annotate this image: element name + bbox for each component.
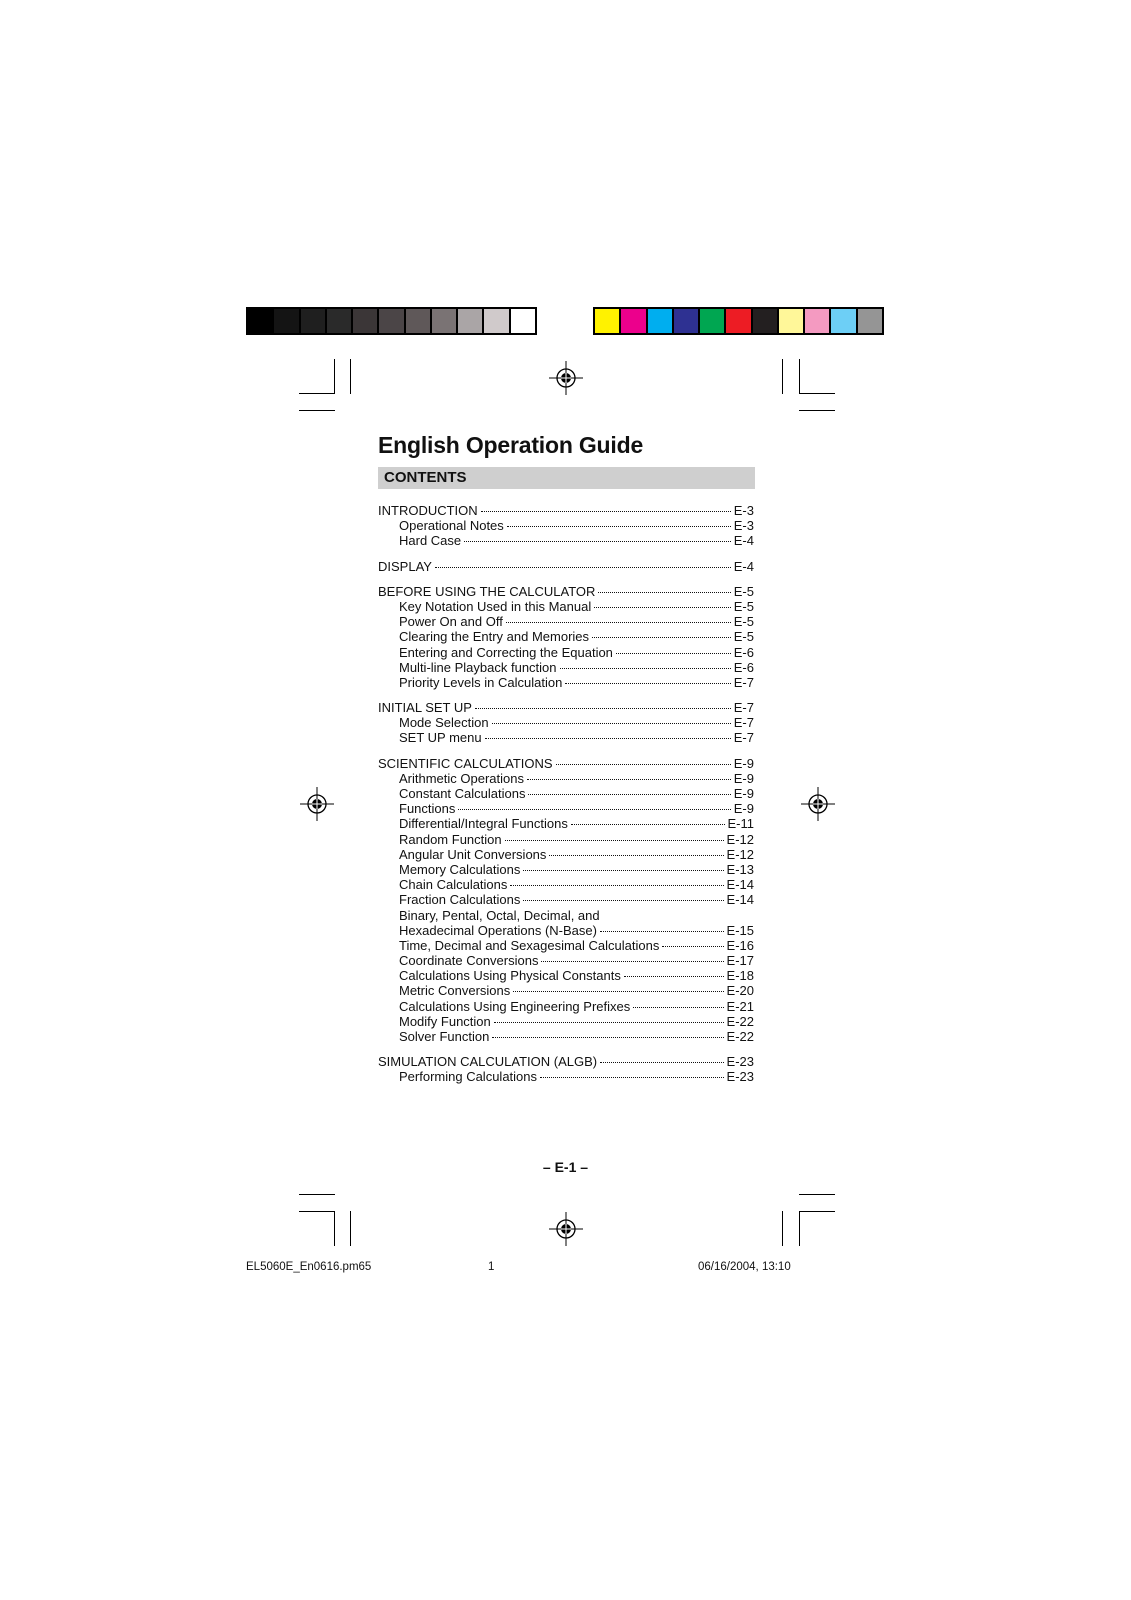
toc-entry-label: SET UP menu bbox=[399, 730, 482, 746]
dot-leader bbox=[492, 1037, 723, 1038]
footer-sheet-number: 1 bbox=[488, 1261, 495, 1273]
calibration-swatch bbox=[327, 309, 353, 333]
toc-entry-label: Key Notation Used in this Manual bbox=[399, 598, 592, 614]
dot-leader bbox=[523, 900, 723, 901]
toc-entry-page: E-22 bbox=[726, 1013, 754, 1029]
calibration-swatch bbox=[406, 309, 432, 333]
grayscale-calibration-bar bbox=[246, 307, 537, 335]
toc-entry-label: Random Function bbox=[399, 831, 502, 847]
toc-entry-page: E-4 bbox=[733, 558, 754, 574]
calibration-swatch bbox=[648, 309, 674, 333]
toc-entry bbox=[378, 660, 754, 675]
crop-mark bbox=[799, 1211, 800, 1246]
calibration-swatch bbox=[805, 309, 831, 333]
crop-mark bbox=[799, 393, 835, 394]
registration-mark-icon bbox=[549, 1212, 583, 1246]
toc-entry-label: Metric Conversions bbox=[399, 983, 511, 999]
dot-leader bbox=[540, 1077, 724, 1078]
calibration-swatch bbox=[595, 309, 621, 333]
toc-entry-label: Constant Calculations bbox=[399, 786, 526, 801]
registration-mark-icon bbox=[801, 787, 835, 821]
toc-entry-label: Calculations Using Physical Constants bbox=[399, 968, 621, 984]
dot-leader bbox=[549, 855, 723, 856]
toc-entry bbox=[378, 968, 754, 983]
toc-entry-page: E-6 bbox=[733, 659, 754, 675]
dot-leader bbox=[527, 779, 731, 780]
dot-leader bbox=[485, 738, 731, 739]
dot-leader bbox=[594, 607, 731, 608]
toc-entry-label: Angular Unit Conversions bbox=[399, 846, 547, 862]
toc-entry bbox=[378, 675, 754, 690]
dot-leader bbox=[598, 592, 730, 593]
toc-entry-page: E-23 bbox=[726, 1054, 754, 1070]
toc-section bbox=[378, 700, 754, 746]
toc-entry-label: SCIENTIFIC CALCULATIONS bbox=[378, 755, 553, 771]
calibration-swatch bbox=[274, 309, 300, 333]
toc-heading-entry bbox=[378, 1054, 754, 1069]
calibration-swatch bbox=[248, 309, 274, 333]
crop-mark bbox=[350, 1211, 351, 1246]
toc-entry bbox=[378, 645, 754, 660]
toc-entry bbox=[378, 847, 754, 862]
toc-entry-label: Solver Function bbox=[399, 1029, 490, 1044]
calibration-swatch bbox=[858, 309, 882, 333]
toc-section bbox=[378, 756, 754, 1045]
toc-entry bbox=[378, 614, 754, 629]
toc-entry-page: E-6 bbox=[733, 644, 754, 660]
dot-leader bbox=[510, 885, 723, 886]
toc-section bbox=[378, 1054, 754, 1084]
calibration-swatch bbox=[353, 309, 379, 333]
toc-entry bbox=[378, 832, 754, 847]
dot-leader bbox=[571, 824, 725, 825]
crop-mark bbox=[799, 1194, 835, 1195]
calibration-swatch bbox=[484, 309, 510, 333]
toc-entry bbox=[378, 862, 754, 877]
dot-leader bbox=[507, 526, 731, 527]
toc-entry-label: Operational Notes bbox=[399, 518, 504, 534]
toc-entry-label: Hard Case bbox=[399, 533, 462, 549]
toc-entry-label: INITIAL SET UP bbox=[378, 700, 472, 716]
toc-entry-page: E-11 bbox=[727, 816, 754, 832]
toc-entry bbox=[378, 892, 754, 907]
footer-timestamp: 06/16/2004, 13:10 bbox=[698, 1261, 791, 1273]
toc-entry-page: E-7 bbox=[733, 674, 754, 690]
footer-filename: EL5060E_En0616.pm65 bbox=[246, 1261, 372, 1273]
toc-entry-label: Modify Function bbox=[399, 1013, 491, 1029]
crop-mark bbox=[299, 393, 335, 394]
toc-heading-entry bbox=[378, 584, 754, 599]
toc-entry-label: Hexadecimal Operations (N-Base) bbox=[399, 922, 597, 938]
dot-leader bbox=[435, 567, 731, 568]
dot-leader bbox=[541, 961, 723, 962]
calibration-swatch bbox=[753, 309, 779, 333]
calibration-swatch bbox=[621, 309, 647, 333]
toc-entry-label: INTRODUCTION bbox=[378, 503, 478, 518]
toc-entry-label: Clearing the Entry and Memories bbox=[399, 629, 590, 645]
toc-entry-label: BEFORE USING THE CALCULATOR bbox=[378, 583, 596, 599]
dot-leader bbox=[633, 1007, 723, 1008]
toc-entry-page: E-12 bbox=[726, 831, 754, 847]
toc-entry bbox=[378, 908, 754, 923]
page-title: English Operation Guide bbox=[378, 432, 644, 458]
crop-mark bbox=[782, 1211, 783, 1246]
dot-leader bbox=[505, 840, 724, 841]
toc-entry-page: E-7 bbox=[733, 730, 754, 746]
calibration-swatch bbox=[379, 309, 405, 333]
calibration-swatch bbox=[674, 309, 700, 333]
toc-entry-page: E-5 bbox=[733, 583, 754, 599]
dot-leader bbox=[513, 991, 723, 992]
toc-entry-label: Entering and Correcting the Equation bbox=[399, 644, 613, 660]
toc-entry bbox=[378, 599, 754, 614]
toc-entry-label: Coordinate Conversions bbox=[399, 953, 539, 969]
toc-entry bbox=[378, 801, 754, 816]
toc-entry-page: E-21 bbox=[726, 998, 754, 1014]
toc-entry-label: Mode Selection bbox=[399, 715, 489, 731]
toc-entry bbox=[378, 923, 754, 938]
color-calibration-bar bbox=[593, 307, 884, 335]
dot-leader bbox=[464, 541, 731, 542]
toc-entry-page: E-9 bbox=[733, 786, 754, 801]
toc-entry-page: E-7 bbox=[733, 700, 754, 716]
calibration-swatch bbox=[779, 309, 805, 333]
calibration-swatch bbox=[432, 309, 458, 333]
toc-heading-entry bbox=[378, 700, 754, 715]
dot-leader bbox=[624, 976, 724, 977]
toc-entry-label: Time, Decimal and Sexagesimal Calculations bbox=[399, 937, 660, 953]
toc-entry-page: E-5 bbox=[733, 629, 754, 645]
dot-leader bbox=[492, 723, 731, 724]
toc-entry bbox=[378, 629, 754, 644]
toc-entry-label: Arithmetic Operations bbox=[399, 770, 524, 786]
toc-entry-page: E-20 bbox=[726, 983, 754, 999]
calibration-swatch bbox=[301, 309, 327, 333]
toc-entry-page: E-3 bbox=[733, 503, 754, 518]
calibration-swatch bbox=[511, 309, 535, 333]
calibration-swatch bbox=[831, 309, 857, 333]
toc-entry-page: E-17 bbox=[726, 953, 754, 969]
toc-entry-page: E-15 bbox=[726, 922, 754, 938]
toc-entry-page: E-13 bbox=[726, 861, 754, 877]
toc-entry-page: E-23 bbox=[726, 1069, 754, 1085]
toc-entry-label: Performing Calculations bbox=[399, 1069, 538, 1085]
toc-entry-label: DISPLAY bbox=[378, 558, 432, 574]
toc-entry-label: Chain Calculations bbox=[399, 877, 508, 893]
crop-mark bbox=[799, 410, 835, 411]
toc-heading-entry bbox=[378, 559, 754, 574]
dot-leader bbox=[494, 1022, 724, 1023]
toc-entry bbox=[378, 999, 754, 1014]
toc-heading-entry bbox=[378, 503, 754, 518]
registration-mark-icon bbox=[549, 361, 583, 395]
toc-entry-page: E-4 bbox=[733, 533, 754, 549]
toc-entry-page: E-5 bbox=[733, 614, 754, 630]
toc-entry-label: Priority Levels in Calculation bbox=[399, 674, 563, 690]
toc-entry-label: Differential/Integral Functions bbox=[399, 816, 568, 832]
calibration-swatch bbox=[458, 309, 484, 333]
page-number: – E-1 – bbox=[542, 1159, 589, 1175]
toc-entry-page: E-5 bbox=[733, 598, 754, 614]
dot-leader bbox=[528, 794, 730, 795]
toc-entry-label: Calculations Using Engineering Prefixes bbox=[399, 998, 631, 1014]
toc-entry bbox=[378, 715, 754, 730]
dot-leader bbox=[506, 622, 731, 623]
table-of-contents bbox=[378, 503, 754, 1095]
toc-section bbox=[378, 503, 754, 549]
toc-entry-label: Multi-line Playback function bbox=[399, 659, 557, 675]
dot-leader bbox=[600, 1062, 723, 1063]
toc-heading-entry bbox=[378, 756, 754, 771]
toc-entry bbox=[378, 533, 754, 548]
toc-entry-page: E-3 bbox=[733, 518, 754, 534]
toc-entry-page: E-9 bbox=[733, 770, 754, 786]
dot-leader bbox=[556, 764, 731, 765]
calibration-swatch bbox=[726, 309, 752, 333]
toc-entry bbox=[378, 983, 754, 998]
dot-leader bbox=[481, 511, 731, 512]
dot-leader bbox=[565, 683, 730, 684]
toc-entry-label: SIMULATION CALCULATION (ALGB) bbox=[378, 1054, 598, 1070]
dot-leader bbox=[523, 870, 723, 871]
toc-entry-page: E-14 bbox=[726, 877, 754, 893]
toc-entry-label: Binary, Pental, Octal, Decimal, and bbox=[399, 907, 600, 923]
toc-entry bbox=[378, 877, 754, 892]
toc-entry-page: E-12 bbox=[726, 846, 754, 862]
toc-entry bbox=[378, 1029, 754, 1044]
crop-mark bbox=[299, 1211, 335, 1212]
toc-entry-label: Fraction Calculations bbox=[399, 892, 521, 908]
toc-entry bbox=[378, 771, 754, 786]
dot-leader bbox=[560, 668, 731, 669]
toc-entry bbox=[378, 938, 754, 953]
toc-entry-label: Memory Calculations bbox=[399, 861, 521, 877]
crop-mark bbox=[334, 1211, 335, 1246]
toc-entry bbox=[378, 518, 754, 533]
toc-entry-page: E-14 bbox=[726, 892, 754, 908]
crop-mark bbox=[350, 359, 351, 394]
toc-entry-label: Power On and Off bbox=[399, 614, 503, 630]
toc-entry-page: E-9 bbox=[733, 755, 754, 771]
dot-leader bbox=[592, 637, 731, 638]
dot-leader bbox=[600, 931, 724, 932]
toc-entry-label: Functions bbox=[399, 801, 456, 817]
toc-entry bbox=[378, 953, 754, 968]
crop-mark bbox=[799, 1211, 835, 1212]
toc-entry bbox=[378, 1069, 754, 1084]
crop-mark bbox=[299, 410, 335, 411]
toc-entry bbox=[378, 1014, 754, 1029]
registration-mark-icon bbox=[300, 787, 334, 821]
toc-entry-page: E-22 bbox=[726, 1029, 754, 1044]
toc-section bbox=[378, 559, 754, 574]
toc-entry bbox=[378, 786, 754, 801]
toc-entry-page: E-18 bbox=[726, 968, 754, 984]
toc-entry-page: E-7 bbox=[733, 715, 754, 731]
toc-entry bbox=[378, 816, 754, 831]
dot-leader bbox=[458, 809, 730, 810]
toc-entry-page: E-9 bbox=[733, 801, 754, 817]
crop-mark bbox=[799, 359, 800, 394]
contents-heading: CONTENTS bbox=[384, 469, 467, 486]
calibration-swatch bbox=[700, 309, 726, 333]
crop-mark bbox=[334, 359, 335, 394]
toc-entry-page: E-16 bbox=[726, 937, 754, 953]
contents-heading-bar bbox=[378, 467, 755, 489]
dot-leader bbox=[616, 653, 731, 654]
toc-entry bbox=[378, 730, 754, 745]
dot-leader bbox=[662, 946, 723, 947]
crop-mark bbox=[299, 1194, 335, 1195]
toc-section bbox=[378, 584, 754, 690]
crop-mark bbox=[782, 359, 783, 394]
dot-leader bbox=[475, 708, 731, 709]
